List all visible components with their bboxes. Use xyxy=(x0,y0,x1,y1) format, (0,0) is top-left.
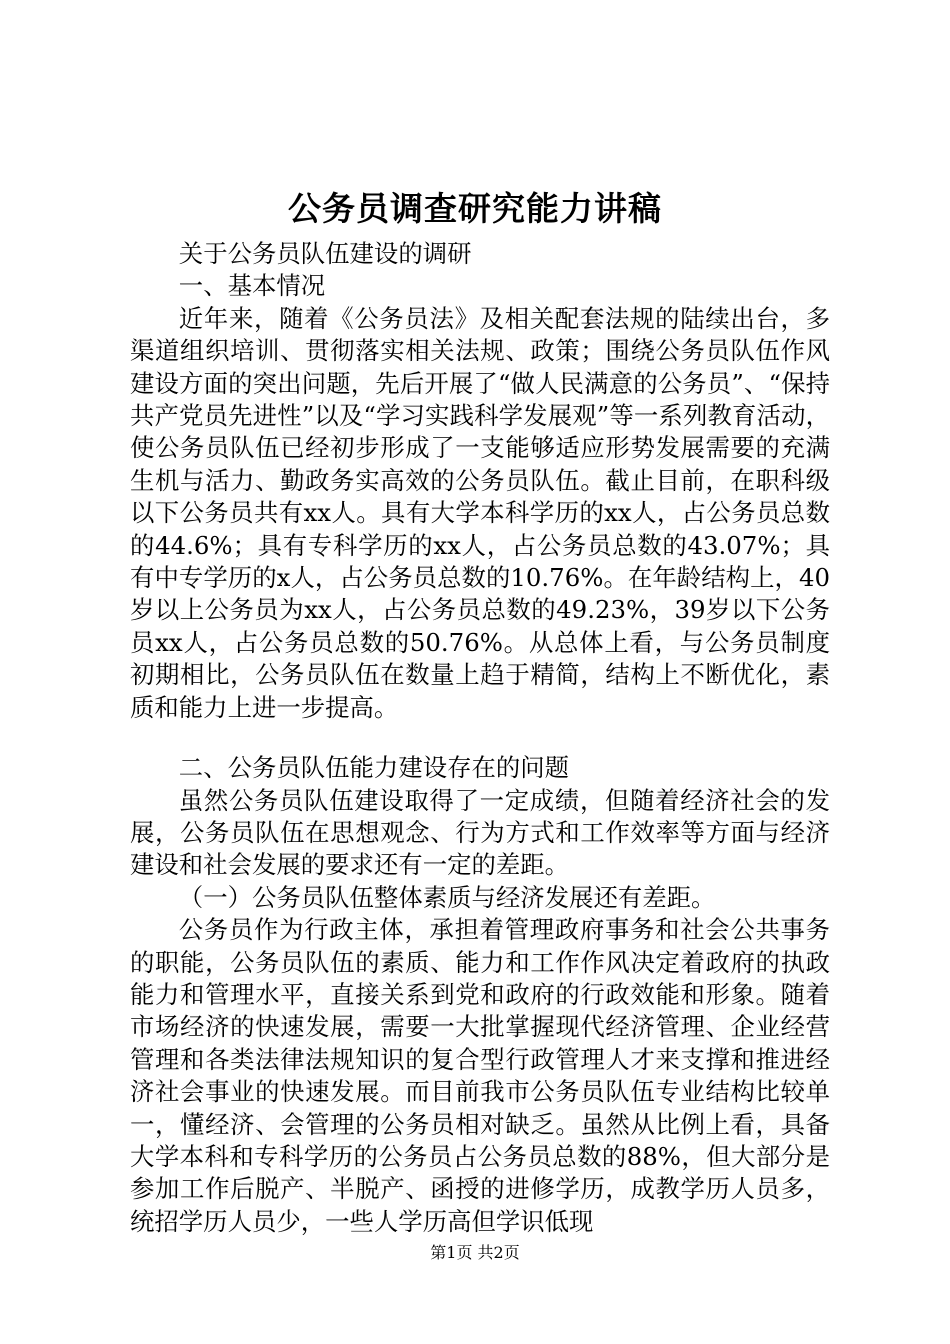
section-heading-1: 一、基本情况 xyxy=(178,271,326,301)
subtitle-paragraph: 关于公务员队伍建设的调研 xyxy=(178,239,472,268)
section-heading-2: 二、公务员队伍能力建设存在的问题 xyxy=(178,753,570,783)
page-footer: 第1页 共2页 xyxy=(430,1243,520,1262)
body-paragraph: 虽然公务员队伍建设取得了一定成绩，但随着经济社会的发展，公务员队伍在思想观念、行为方式和工作效率等方面与经济建设和社会发展的要求还有一定的差距。 xyxy=(130,785,830,880)
document-body xyxy=(130,238,830,1238)
body-paragraph: 公务员作为行政主体，承担着管理政府事务和社会公共事务的职能，公务员队伍的素质、能力和工作作风决定着政府的执政能力和管理水平，直接关系到党和政府的行政效能和形象。随着市场经济的快速发展，需要一大批掌握现代经济管理、企业经营管理和各类法律法规知识的复合型行政管理人才来支撑和推进经济社会事业的快速发展。而目前我市公务员队伍专业结构比较单一，懂经济、会管理的公务员相对缺乏。虽然从比例上看，具备大学本科和专科学历的公务员占公务员总数的88%，但大部分是参加工作后脱产、半脱产、函授的进修学历，成教学历人员多，统招学历人员少，一些人学历高但学识低现 xyxy=(130,915,830,1236)
body-paragraph: 近年来，随着《公务员法》及相关配套法规的陆续出台，多渠道组织培训、贯彻落实相关法规、政策；围绕公务员队伍作风建设方面的突出问题，先后开展了“做人民满意的公务员”、“保持共产党员先进性”以及“学习实践科学发展观”等一系列教育活动，使公务员队伍已经初步形成了一支能够适应形势发展需要的充满生机与活力、勤政务实高效的公务员队伍。截止目前，在职科级以下公务员共有xx人。具有大学本科学历的xx人，占公务员总数的44.6%；具有专科学历的xx人，占公务员总数的43.07%；具有中专学历的x人，占公务员总数的10.76%。在年龄结构上，40岁以上公务员为xx人，占公务员总数的49.23%，39岁以下公务员xx人，占公务员总数的50.76%。从总体上看，与公务员制度初期相比，公务员队伍在数量上趋于精简，结构上不断优化，素质和能力上进一步提高。 xyxy=(130,303,830,722)
subsection-heading: （一）公务员队伍整体素质与经济发展还有差距。 xyxy=(178,882,716,912)
document-title: 公务员调查研究能力讲稿 xyxy=(288,189,662,228)
